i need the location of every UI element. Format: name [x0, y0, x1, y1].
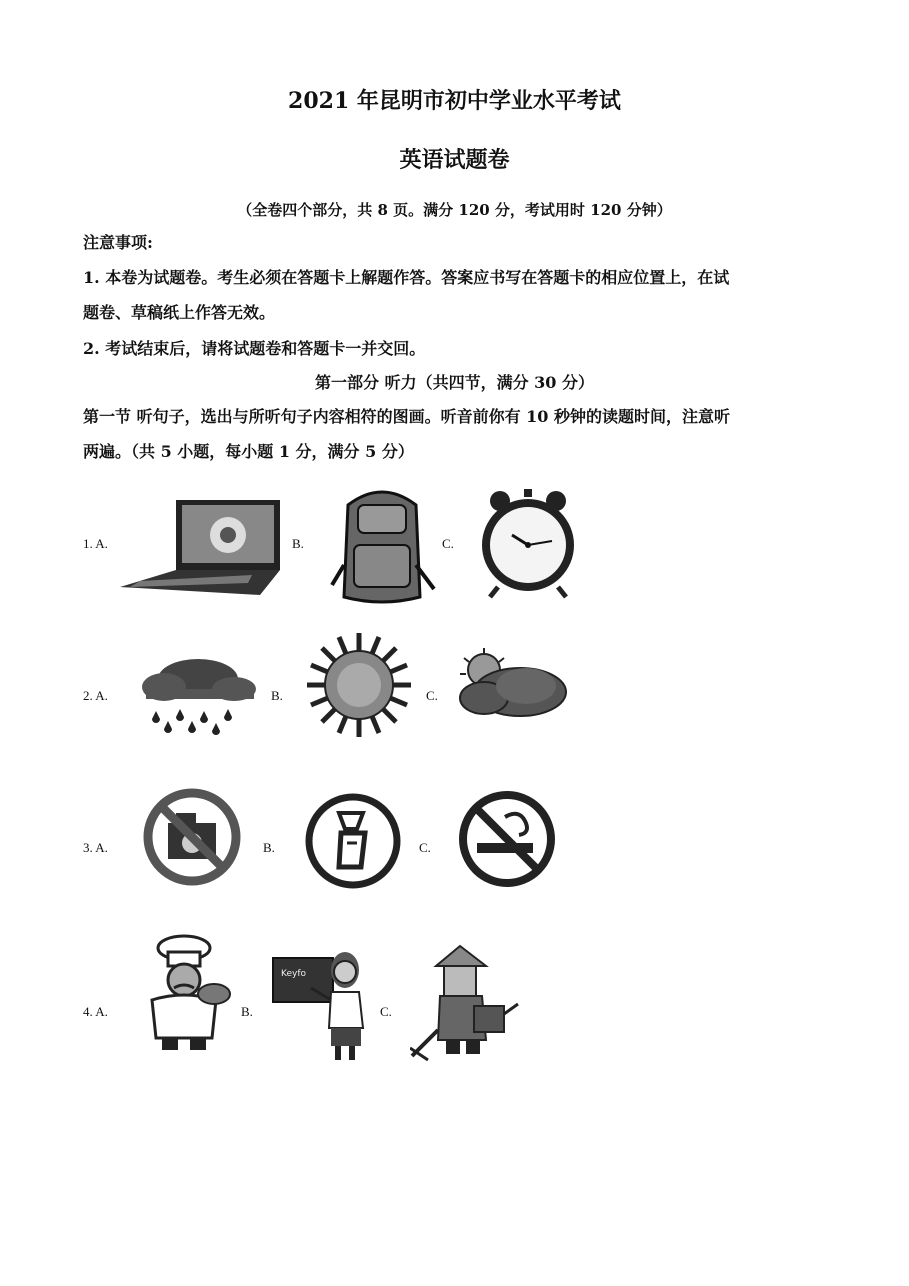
section1-line-1: 第一节 听句子，选出与所听句子内容相符的图画。听音前你有 10 秒钟的读题时间，注意听 — [83, 407, 730, 426]
note-2: 2. 考试结束后，请将试题卷和答题卡一并交回。 — [83, 339, 426, 358]
question-4-label: 4. A. — [83, 1004, 108, 1019]
question-3-option-c: C. — [419, 840, 431, 855]
exam-title: 2021 年昆明市初中学业水平考试 — [288, 88, 621, 114]
question-3-label: 3. A. — [83, 840, 108, 855]
alarm-clock-icon[interactable] — [478, 487, 578, 599]
backpack-icon[interactable] — [328, 485, 436, 609]
question-1-label: 1. A. — [83, 536, 108, 551]
part1-heading: 第一部分 听力（共四节，满分 30 分） — [315, 373, 594, 392]
rain-cloud-icon[interactable] — [140, 653, 258, 735]
exam-info: （全卷四个部分，共 8 页。满分 120 分，考试用时 120 分钟） — [237, 201, 672, 219]
farmer-icon[interactable] — [410, 944, 522, 1062]
chef-icon[interactable] — [134, 934, 234, 1058]
sun-icon[interactable] — [305, 631, 413, 739]
question-1-option-b: B. — [292, 536, 304, 551]
note-1-line-2: 题卷、草稿纸上作答无效。 — [83, 303, 276, 322]
notes-heading: 注意事项: — [83, 233, 153, 252]
exam-subtitle: 英语试题卷 — [399, 147, 510, 173]
question-1-option-c: C. — [442, 536, 454, 551]
question-4-option-b: B. — [241, 1004, 253, 1019]
no-littering-icon[interactable] — [301, 789, 405, 893]
question-2-label: 2. A. — [83, 688, 108, 703]
question-4-option-c: C. — [380, 1004, 392, 1019]
no-smoking-icon[interactable] — [455, 787, 559, 891]
note-1-line-1: 1. 本卷为试题卷。考生必须在答题卡上解题作答。答案应书写在答题卡的相应位置上，在试 — [83, 268, 730, 287]
question-2-option-b: B. — [271, 688, 283, 703]
laptop-icon[interactable] — [120, 497, 282, 597]
chalkboard-text: Keyfo — [281, 969, 306, 979]
section1-line-2: 两遍。（共 5 小题，每小题 1 分，满分 5 分） — [83, 442, 414, 461]
partly-cloudy-icon[interactable] — [456, 646, 570, 726]
question-3-option-b: B. — [263, 840, 275, 855]
question-2-option-c: C. — [426, 688, 438, 703]
teacher-icon[interactable] — [271, 944, 371, 1064]
no-photography-icon[interactable] — [140, 785, 244, 889]
